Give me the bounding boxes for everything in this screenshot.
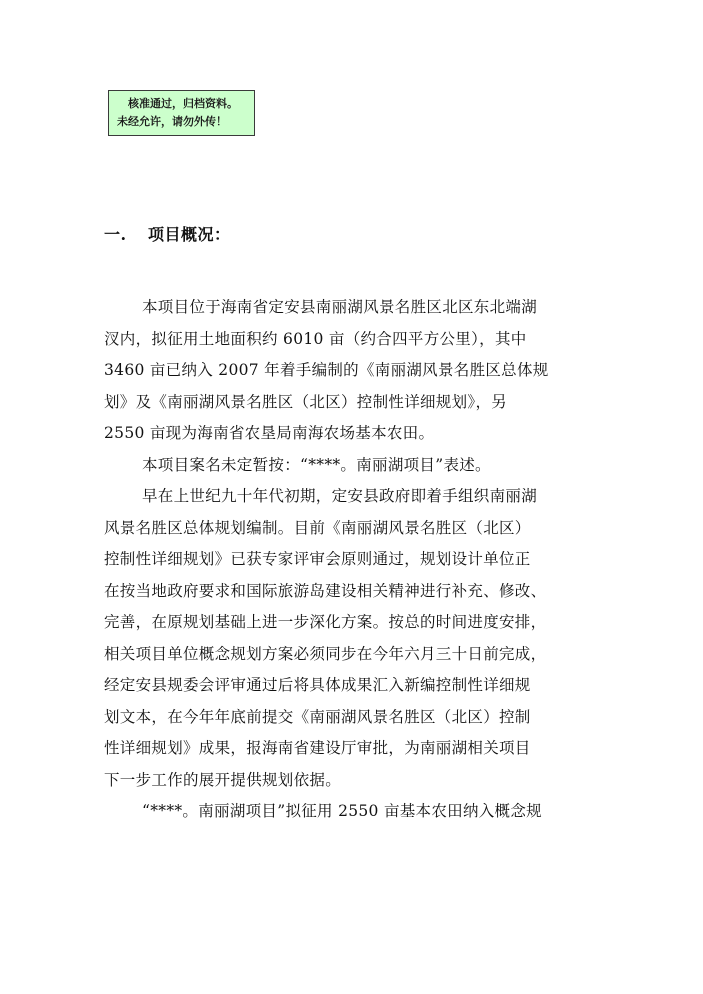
body-line: 完善，在原规划基础上进一步深化方案。按总的时间进度安排， [104,613,547,631]
body-line: 2550 亩现为海南省农垦局南海农场基本农田。 [104,424,435,442]
body-line: 早在上世纪九十年代初期，定安县政府即着手组织南丽湖 [142,487,538,505]
body-line: 划文本，在今年年底前提交《南丽湖风景名胜区（北区）控制 [104,707,531,726]
stamp-line-2: 未经允许，请勿外传！ [117,115,227,128]
body-line: 本项目位于海南省定安县南丽湖风景名胜区北区东北端湖 [142,298,538,316]
body-line: 控制性详细规划》已获专家评审会原则通过，规划设计单位正 [104,550,531,568]
section-title: 项目概况： [148,225,231,244]
section-heading [104,222,231,245]
body-line: 经定安县规委会评审通过后将具体成果汇入新编控制性详细规 [104,676,531,694]
body-line: 相关项目单位概念规划方案必须同步在今年六月三十日前完成， [104,644,547,663]
body-line: 3460 亩已纳入 2007 年着手编制的《南丽湖风景名胜区总体规 [104,361,549,379]
body-line: 划》及《南丽湖风景名胜区（北区）控制性详细规划》，另 [104,392,508,411]
approval-stamp [108,90,255,136]
section-number: 一. [104,225,127,244]
body-line: 下一步工作的展开提供规划依据。 [104,770,342,789]
body-line: 本项目案名未定暂按：“****。南丽湖项目”表述。 [142,455,491,474]
body-line: 性详细规划》成果，报海南省建设厅审批，为南丽湖相关项目 [104,739,531,757]
body-line: 风景名胜区总体规划编制。目前《南丽湖风景名胜区（北区） [104,518,531,537]
stamp-line-1: 核准通过，归档资料。 [128,97,238,110]
body-line: 在按当地政府要求和国际旅游岛建设相关精神进行补充、修改、 [104,581,547,600]
document-body [104,292,604,828]
body-line: “****。南丽湖项目”拟征用 2550 亩基本农田纳入概念规 [142,802,542,820]
body-line: 汊内，拟征用土地面积约 6010 亩（约合四平方公里），其中 [104,329,527,348]
